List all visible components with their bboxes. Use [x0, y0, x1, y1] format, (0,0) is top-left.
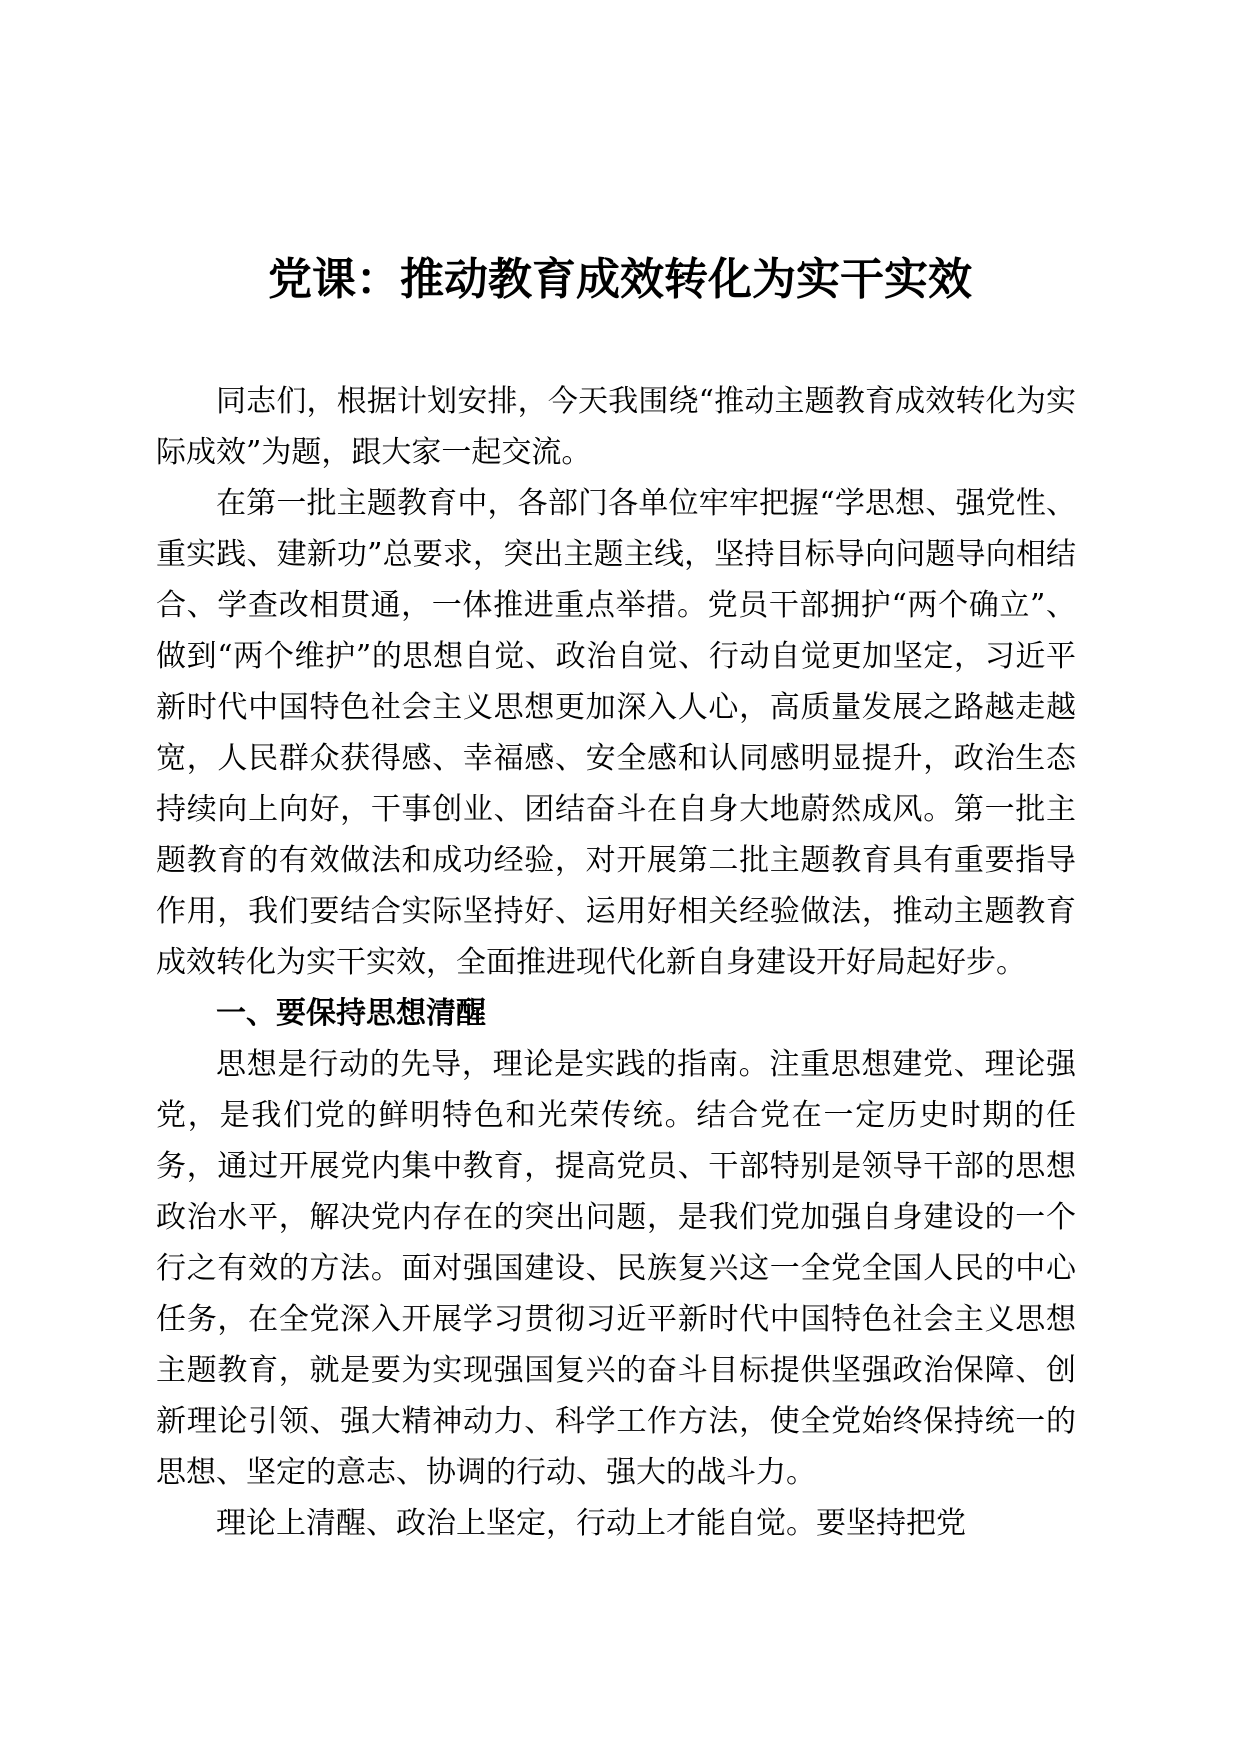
section-heading-1: 一、要保持思想清醒 [216, 996, 486, 1031]
section-1-paragraph-1: 思想是行动的先导，理论是实践的指南。注重思想建党、理论强党，是我们党的鲜明特色和光荣传统。结合党在一定历史时期的任务，通过开展党内集中教育，提高党员、干部特别是领导干部的思想政治水平，解决党内存在的突出问题，是我们党加强自身建设的一个行之有效的方法。面对强国建设、民族复兴这一全党全国人民的中心任务，在全党深入开展学习贯彻习近平新时代中国特色社会主义思想主题教育，就是要为实现强国复兴的奋斗目标提供坚强政治保障、创新理论引领、强大精神动力、科学工作方法，使全党始终保持统一的思想、坚定的意志、协调的行动、强大的战斗力。 [156, 1047, 1076, 1490]
document-title: 党课：推动教育成效转化为实干实效 [268, 254, 972, 305]
document-body [156, 376, 1076, 1549]
intro-paragraph: 同志们，根据计划安排，今天我围绕“推动主题教育成效转化为实际成效”为题，跟大家一起交流。 [156, 384, 1076, 470]
background-paragraph: 在第一批主题教育中，各部门各单位牢牢把握“学思想、强党性、重实践、建新功”总要求，突出主题主线，坚持目标导向问题导向相结合、学查改相贯通，一体推进重点举措。党员干部拥护“两个确立”、做到“两个维护”的思想自觉、政治自觉、行动自觉更加坚定，习近平新时代中国特色社会主义思想更加深入人心，高质量发展之路越走越宽，人民群众获得感、幸福感、安全感和认同感明显提升，政治生态持续向上向好，干事创业、团结奋斗在自身大地蔚然成风。第一批主题教育的有效做法和成功经验，对开展第二批主题教育具有重要指导作用，我们要结合实际坚持好、运用好相关经验做法，推动主题教育成效转化为实干实效，全面推进现代化新自身建设开好局起好步。 [156, 486, 1076, 980]
section-1-paragraph-2: 理论上清醒、政治上坚定，行动上才能自觉。要坚持把党 [216, 1506, 966, 1541]
